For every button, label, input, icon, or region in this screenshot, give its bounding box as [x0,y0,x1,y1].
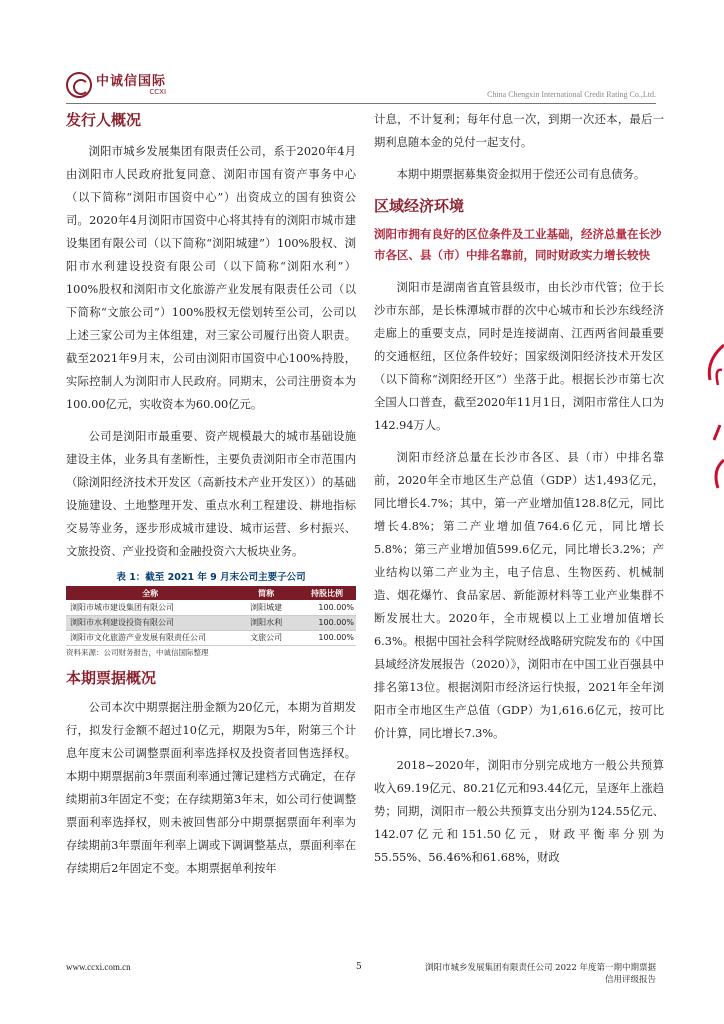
page-header [66,70,656,104]
page-number: 5 [356,962,362,972]
table-cell: 浏阳水利 [234,615,298,630]
footer-url[interactable]: www.ccxi.com.cn [66,962,131,972]
right-column [374,108,664,869]
table-header-name: 全称 [66,586,234,600]
notes-paragraph: 公司本次中期票据注册金额为20亿元，本期为首期发行，拟发行金额不超过10亿元，期限为5年，附第三个计息年度末公司调整票面利率选择权及投资者回售选择权。本期中期票据前3年票面利率通过簿记建档方式确定，在存续期前3年固定不变；在存续期第3年末，如公司行使调整票面利率选择权，则未被回售部分中期票据票面年利率为存续期前3年票面年利率上调或下调调整基点，票面利率在存续期后2年固定不变。本期票据单利按年 [66,700,356,875]
logo-en: CCXI [149,87,167,96]
footer-report-line-1: 浏阳市城乡发展集团有限责任公司 2022 年度第一期中期票据 [424,963,656,973]
company-english-name: China Chengxin International Credit Rating Co.,Ltd. [487,90,656,99]
company-logo [66,72,166,98]
subsidiary-table-block [66,570,356,660]
table-cell: 浏阳市城市建设集团有限公司 [66,600,234,615]
logo-cn: 中诚信国际 [96,73,167,89]
logo-icon [66,72,92,98]
left-column [66,108,356,880]
economy-paragraph-1: 浏阳市是湖南省直管县级市，由长沙市代管；位于长沙市东部，是长株潭城市群的次中心城市和长沙东线经济走廊上的重要支点，同时是连接湖南、江西两省间最重要的交通枢纽，区位条件较好；国家级浏阳经济技术开发区（以下简称“浏阳经开区”）坐落于此。根据长沙市第七次全国人口普查，截至2020年11月1日，浏阳市常住人口为142.94万人。 [374,281,664,432]
table-cell: 文旅公司 [234,630,298,645]
table-cell: 100.00% [298,600,356,615]
issuer-section-title: 发行人概况 [66,111,142,129]
issuer-paragraph-2: 公司是浏阳市最重要、资产规模最大的城市基础设施建设主体，业务具有垄断性，主要负责浏阳市全市范围内（除浏阳经济技术开发区（高新技术产业开发区））的基础设施建设、土地整理开发、重点水利工程建设、耕地指标交易等业务，逐步形成城市建设、城市运营、乡村振兴、文旅投资、产业投资和金融投资六大板块业务。 [66,430,356,558]
table-header-share: 持股比例 [298,586,356,600]
seal-stamp-icon [704,340,724,490]
table-title: 表 1：截至 2021 年 9 月末公司主要子公司 [116,572,306,583]
table-cell: 100.00% [298,630,356,645]
footer-report-line-2: 信用评级报告 [604,975,656,985]
table-cell: 浏阳市水利建设投资有限公司 [66,615,234,630]
subsidiary-table [66,586,356,646]
economy-subtitle: 浏阳市拥有良好的区位条件及工业基础，经济总量在长沙市各区、县（市）中排名靠前，同时财政实力增长较快 [374,227,662,262]
table-cell: 浏阳市文化旅游产业发展有限责任公司 [66,630,234,645]
fund-use-paragraph: 本期中期票据募集资金拟用于偿还公司有息债务。 [396,168,646,181]
table-cell: 100.00% [298,615,356,630]
table-row [66,600,356,615]
economy-paragraph-2: 浏阳市经济总量在长沙市各区、县（市）中排名靠前，2020年全市地区生产总值（GDP）达1,493亿元，同比增长4.7%；其中，第一产业增加值128.8亿元，同比增长4.8%；第二产业增加值764.6亿元，同比增长5.8%；第三产业增加值599.6亿元，同比增长3.2%；产业结构以第二产业为主，电子信息、生物医药、机械制造、烟花爆竹、食品家居、新能源材料等工业产业集群不断发展壮大。2020年，全市规模以上工业增加值增长6.3%。根据中国社会科学院财经战略研究院发布的《中国县域经济发展报告（2020）》，浏阳市在中国工业百强县中排名第13位。根据浏阳市经济运行快报，2021年全年浏阳市全市地区生产总值（GDP）为1,616.6亿元，按可比价计算，同比增长7.3%。 [374,451,664,740]
footer-report-title [425,962,656,986]
issuer-paragraph-1: 浏阳市城乡发展集团有限责任公司，系于2020年4月由浏阳市人民政府批复同意、浏阳市国有资产事务中心（以下简称“浏阳市国资中心”）出资成立的国有独资公司。2020年4月浏阳市国资中心将其持有的浏阳市城市建设集团有限公司（以下简称“浏阳城建”）100%股权、浏阳市水利建设投资有限公司（以下简称“浏阳水利”）100%股权和浏阳市文化旅游产业发展有限责任公司（以下简称“文旅公司”）100%股权无偿划转至公司，公司以上述三家公司为主体组建，对三家公司履行出资人职责。截至2021年9月末，公司由浏阳市国资中心100%持股，实际控制人为浏阳市人民政府。同期末，公司注册资本为100.00亿元，实收资本为60.00亿元。 [66,145,356,411]
economy-section-title: 区域经济环境 [374,197,465,215]
table-source: 资料来源：公司财务报告，中诚信国际整理 [66,647,209,657]
table-row [66,615,356,630]
notes-paragraph-continued: 计息，不计复利；每年付息一次，到期一次还本，最后一期利息随本金的兑付一起支付。 [374,113,664,149]
economy-paragraph-3: 2018~2020年，浏阳市分别完成地方一般公共预算收入69.19亿元、80.21亿元和93.44亿元，呈逐年上涨趋势；同期，浏阳市一般公共预算支出分别为124.55亿元、142.07亿元和151.50亿元，财政平衡率分别为55.55%、56.46%和61.68%，财政 [374,759,664,864]
table-header-abbr: 简称 [234,586,298,600]
notes-section-title: 本期票据概况 [66,668,157,687]
table-cell: 浏阳城建 [234,600,298,615]
table-row [66,630,356,645]
